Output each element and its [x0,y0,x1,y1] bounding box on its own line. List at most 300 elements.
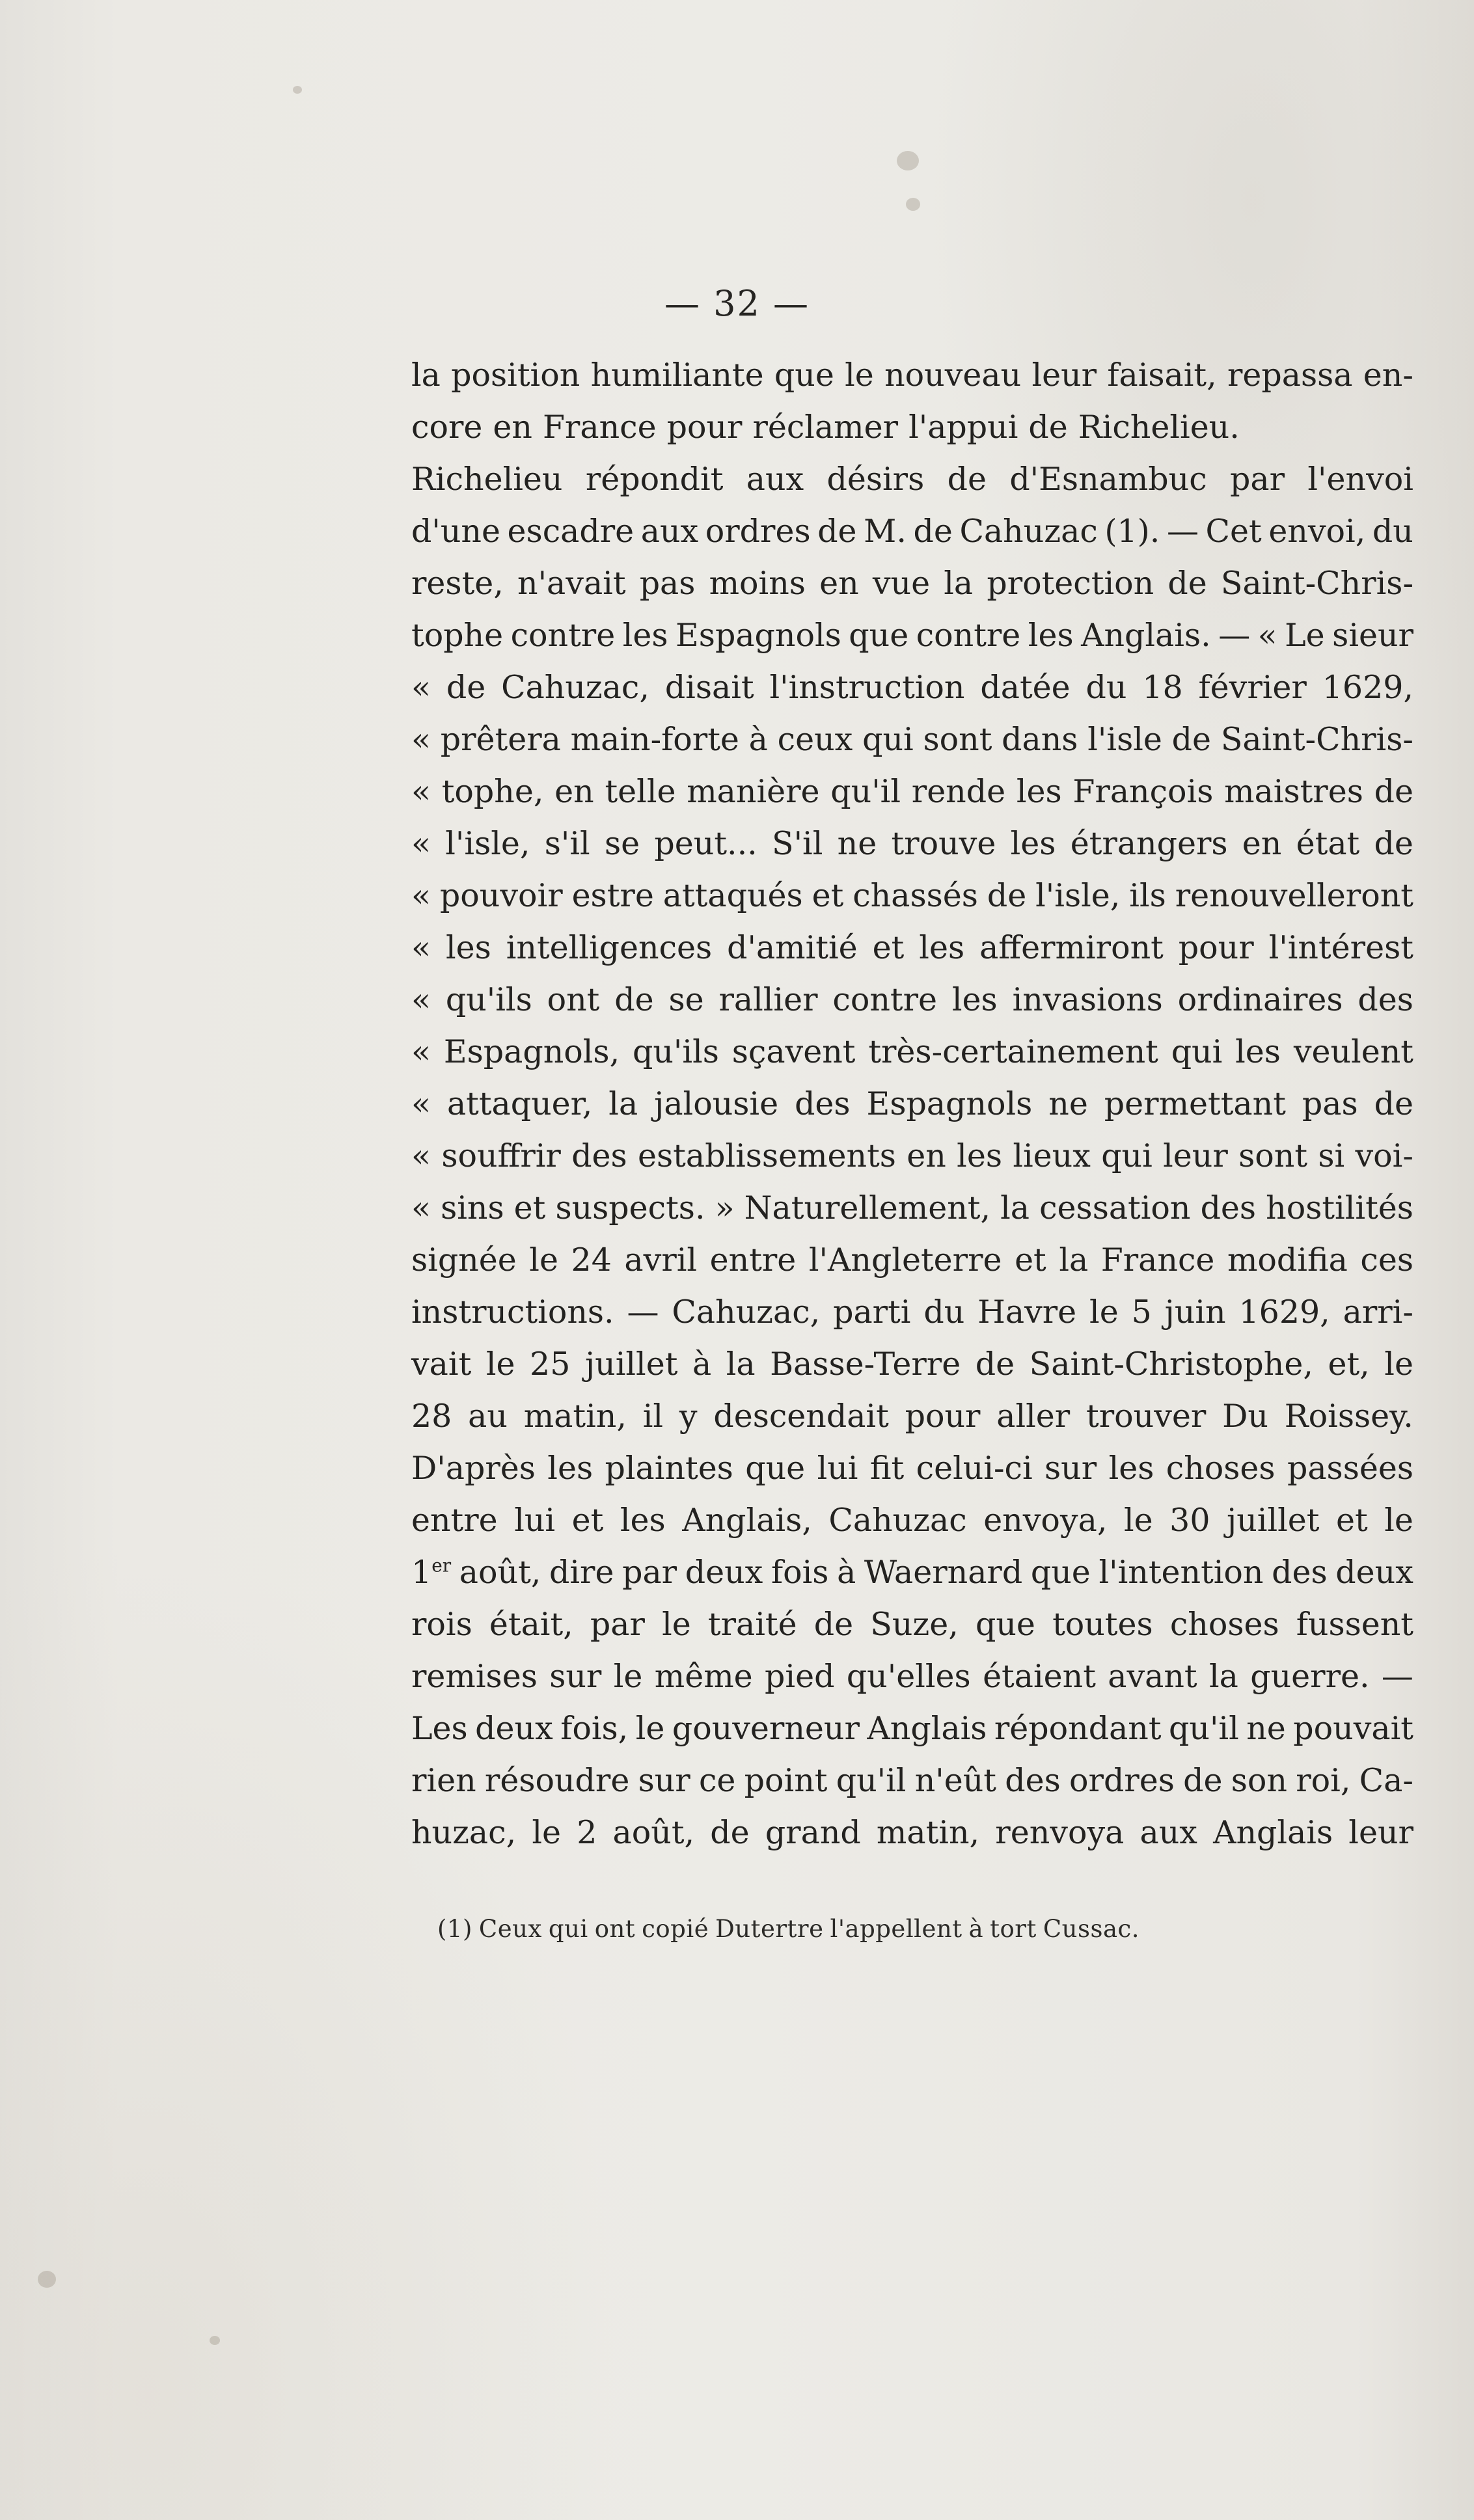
word: état [1296,825,1360,862]
word: repassa [1227,357,1353,394]
word: l'instruction [769,669,965,706]
word: entre [709,1241,797,1279]
foxing-spot [210,2336,220,2345]
word: en [493,409,532,446]
word: remises [411,1658,538,1695]
word: 1er [411,1554,452,1591]
word: pied [765,1658,835,1695]
word: Anglais. [1081,617,1211,654]
word: — [1166,513,1199,550]
word: pas [639,565,696,602]
word: roi, [1296,1762,1351,1799]
word: M. [864,513,907,550]
word: Saint-Chris- [1220,721,1413,758]
word: guerre. [1250,1658,1370,1695]
word: en [554,773,594,810]
word: ordres [1069,1762,1175,1799]
word: pour [905,1398,981,1435]
word: 18 [1142,669,1183,706]
text-line [411,558,1413,610]
word: du [1085,669,1127,706]
word: les [1016,773,1062,810]
footnote-word: (1) [437,1915,472,1943]
text-line [411,714,1413,766]
word: d'une [411,513,500,550]
foxing-spot [897,151,919,170]
word: la [411,357,441,394]
word: chassés [853,877,978,914]
word: leur [1031,357,1097,394]
word: qui [862,721,914,758]
word: l'isle, [1035,877,1121,914]
word: y [679,1398,698,1435]
word: se [668,981,704,1018]
word: dans [1002,721,1078,758]
word: résoudre [484,1762,630,1799]
word: France [542,409,657,446]
word: « [411,1033,431,1070]
word: hostilités [1266,1189,1413,1226]
text-line [411,1443,1413,1495]
word: en [1242,825,1282,862]
word: affermiront [979,929,1164,966]
footnote-word: Cussac. [1043,1915,1140,1943]
word: des [1005,1762,1061,1799]
text-line [411,1182,1413,1234]
word: qu'il [1169,1710,1239,1747]
word: d'amitié [727,929,858,966]
word: Anglais, [682,1502,812,1539]
word: l'isle [1087,721,1162,758]
word: les [620,1502,666,1539]
word: manière [687,773,820,810]
word: sur [638,1762,690,1799]
word: attaquer, [446,1085,593,1122]
word: Saint-Christophe, [1029,1346,1313,1383]
word: Anglais [1213,1814,1333,1851]
word: sur [549,1658,602,1695]
word: maistres [1224,773,1363,810]
word: des [1200,1189,1257,1226]
word: que [1030,1554,1091,1591]
word: des [795,1085,851,1122]
word: rien [411,1762,476,1799]
word: « [411,1189,431,1226]
word: toutes [1052,1606,1153,1643]
word: 24 [571,1241,612,1279]
word: fois, [560,1710,629,1747]
word: des [571,1137,627,1174]
word: main-forte [570,721,739,758]
word: juin [1164,1294,1226,1331]
word: l'envoi [1307,461,1413,498]
text-line [411,1599,1413,1651]
word: instructions. [411,1294,614,1331]
word: envoya, [983,1502,1108,1539]
word: trouver [1086,1398,1207,1435]
word: moins [709,565,806,602]
text-line [411,1286,1413,1338]
word: humiliante [590,357,764,394]
word: même [654,1658,753,1695]
word: de [947,461,987,498]
word: 1629, [1238,1294,1330,1331]
word: et [1015,1241,1046,1279]
word: prêtera [440,721,561,758]
word: qu'il [836,1762,907,1799]
word: de [1028,409,1068,446]
word: (1). [1104,513,1160,550]
word: Cahuzac, [501,669,649,706]
word: réclamer [752,409,899,446]
footnote-word: copié [642,1915,709,1943]
word: choses [1169,1606,1279,1643]
word: sur [1044,1450,1097,1487]
footnote-word: à [968,1915,984,1943]
word: Le [1285,617,1325,654]
word: pouvait [1293,1710,1413,1747]
word: d'Esnambuc [1009,461,1207,498]
word: « [411,669,431,706]
word: en [819,565,859,602]
word: traité [707,1606,797,1643]
word: grand [765,1814,861,1851]
word: vait [411,1346,472,1383]
word: juillet [584,1346,678,1383]
word: très-certainement [868,1033,1158,1070]
word: les [622,617,668,654]
word: la [726,1346,756,1383]
word: que [745,1450,806,1487]
word: de [913,513,953,550]
word: 28 [411,1398,452,1435]
word: lieux [1013,1137,1091,1174]
word: de [710,1814,750,1851]
word: entre [411,1502,498,1539]
word: de [813,1606,854,1643]
word: qu'elles [846,1658,971,1695]
word: « [411,1085,431,1122]
word: qui [1101,1137,1153,1174]
word: s'il [544,825,590,862]
word: sont [923,721,992,758]
word: était, [489,1606,573,1643]
word: il [642,1398,664,1435]
word: et [513,1189,546,1226]
word: se [604,825,640,862]
word: ceux [777,721,853,758]
word: rende [911,773,1006,810]
text-line [411,1338,1413,1390]
word: faisait, [1107,357,1217,394]
word: le [845,357,874,394]
text-line [411,1234,1413,1286]
word: matin, [876,1814,980,1851]
word: étaient [983,1658,1096,1695]
word: désirs [826,461,925,498]
word: ordinaires [1177,981,1343,1018]
word: aux [746,461,804,498]
word: et [1336,1502,1368,1539]
word: du [1372,513,1413,550]
word: le [662,1606,691,1643]
word: le [1384,1346,1413,1383]
word: S'il [772,825,823,862]
word: et [571,1502,604,1539]
word: le [1089,1294,1119,1331]
word: Saint-Chris- [1220,565,1413,602]
word: sont [1238,1137,1308,1174]
word: Espagnols [866,1085,1033,1122]
word: trouve [891,825,996,862]
word: renvoya [995,1814,1125,1851]
word: le [635,1710,665,1747]
footnote-word: Dutertre [715,1915,824,1943]
word: modifia [1227,1241,1348,1279]
word: 25 [530,1346,571,1383]
word: reste, [411,565,504,602]
word: Richelieu. [1078,409,1240,446]
word: aux [640,513,699,550]
word: Du [1222,1398,1268,1435]
word: Naturellement, [744,1189,991,1226]
word: establissements [638,1137,896,1174]
text-line [411,1390,1413,1443]
footnote-word: Ceux [478,1915,542,1943]
text-line [411,401,1413,454]
word: attaqués [662,877,803,914]
word: le [485,1346,515,1383]
word: deux [685,1554,763,1591]
word: leur [1163,1137,1228,1174]
word: fois [771,1554,829,1591]
word: août, [459,1554,541,1591]
word: à [692,1346,712,1383]
word: le [529,1241,558,1279]
word: ne [1048,1085,1088,1122]
word: de [1171,721,1212,758]
word: lui [817,1450,858,1487]
word: matin, [523,1398,627,1435]
word: et [812,877,844,914]
word: escadre [507,513,635,550]
footnote-word: l'appellent [830,1915,962,1943]
word: peut... [654,825,757,862]
word: 5 [1131,1294,1152,1331]
word: Basse-Terre [770,1346,961,1383]
word: leur [1348,1814,1413,1851]
word: cessation [1039,1189,1191,1226]
word: rallier [718,981,818,1018]
text-line [411,974,1413,1026]
text-line [411,1130,1413,1182]
word: Anglais [867,1710,987,1747]
word: et [872,929,905,966]
word: qu'ils [445,981,532,1018]
text-line [411,1807,1413,1859]
word: le [1123,1502,1153,1539]
word: tophe, [441,773,544,810]
word: plaintes [605,1450,733,1487]
text-line [411,870,1413,922]
word: 1629, [1322,669,1413,706]
foxing-spot [906,198,920,211]
word: Espagnols [676,617,841,654]
word: datée [980,669,1071,706]
word: du [923,1294,965,1331]
word: invasions [1012,981,1163,1018]
word: de [1374,825,1413,862]
word: Cahuzac [828,1502,967,1539]
foxing-spot [38,2271,56,2288]
word: Cahuzac, [672,1294,821,1331]
word: tophe [411,617,504,654]
word: Espagnols, [443,1033,620,1070]
word: François [1072,773,1214,810]
word: l'Angleterre [808,1241,1002,1279]
word: « [411,877,431,914]
word: de [1183,1762,1223,1799]
word: celui-ci [916,1450,1033,1487]
footnote-word: tort [990,1915,1037,1943]
word: n'eût [914,1762,996,1799]
word: par [1230,461,1285,498]
word: avant [1108,1658,1197,1695]
word: l'isle, [445,825,530,862]
text-line [411,1495,1413,1547]
word: les [1010,825,1056,862]
word: ces [1360,1241,1413,1279]
word: disait [664,669,754,706]
word: qu'il [830,773,901,810]
word: Les [411,1710,468,1747]
word: estre [571,877,654,914]
word: la [1208,1658,1238,1695]
word: deux [475,1710,553,1747]
word: Suze, [870,1606,959,1643]
word: Ca- [1359,1762,1413,1799]
word: des [1272,1554,1328,1591]
word: ordres [705,513,811,550]
word: pouvoir [439,877,563,914]
word: ne [837,825,877,862]
word: aller [996,1398,1071,1435]
word: aux [1140,1814,1197,1851]
word: juillet [1227,1502,1320,1539]
word: la [944,565,974,602]
word: qui [1171,1033,1223,1070]
word: de [975,1346,1015,1383]
word: pas [1302,1085,1358,1122]
word: la [1059,1241,1089,1279]
footnote-word: qui [548,1915,588,1943]
word: l'appui [908,409,1018,446]
word: sieur [1332,617,1413,654]
word: envoi, [1268,513,1366,550]
word: contre [916,617,1021,654]
word: Cahuzac [959,513,1098,550]
word: de [1167,565,1207,602]
word: descendait [713,1398,889,1435]
word: et, [1328,1346,1370,1383]
word: position [451,357,580,394]
word: renouvelleront [1175,877,1413,914]
page-number: — 32 — [664,283,810,324]
word: souffrir [441,1137,561,1174]
word: répondant [994,1710,1162,1747]
word: nouveau [884,357,1022,394]
text-line [411,1651,1413,1703]
word: les [1108,1450,1154,1487]
word: signée [411,1241,517,1279]
word: avril [624,1241,698,1279]
word: sins [441,1189,504,1226]
word: parti [833,1294,911,1331]
word: Richelieu [411,461,563,498]
text-line [411,1703,1413,1755]
word: en- [1363,357,1413,394]
word: le [532,1814,562,1851]
word: qu'ils [633,1033,719,1070]
word: par [590,1606,645,1643]
footnote [437,1913,1146,1945]
word: ce [698,1762,736,1799]
word: 2 [577,1814,597,1851]
text-line [411,1026,1413,1078]
word: « [411,825,431,862]
word: deux [1335,1554,1413,1591]
word: D'après [411,1450,536,1487]
word: au [468,1398,508,1435]
word: gouverneur [672,1710,860,1747]
word: « [411,721,431,758]
word: point [744,1762,828,1799]
word: — [1381,1658,1413,1695]
word: suspects. [555,1189,705,1226]
word: les [1235,1033,1281,1070]
word: que [849,617,909,654]
word: les [445,929,491,966]
text-line [411,1078,1413,1130]
word: Cet [1205,513,1262,550]
word: contre [832,981,938,1018]
word: l'intention [1099,1554,1264,1591]
word: veulent [1293,1033,1413,1070]
word: l'intérest [1268,929,1413,966]
word: que [774,357,834,394]
word: protection [987,565,1154,602]
word: la [608,1085,638,1122]
footnote-word: ont [594,1915,636,1943]
text-line [411,818,1413,870]
word: fussent [1296,1606,1413,1643]
word: pour [666,409,743,446]
word: pour [1178,929,1254,966]
word: sçavent [731,1033,856,1070]
word: que [975,1606,1035,1643]
word: contre [510,617,616,654]
word: « [1257,617,1277,654]
word: ils [1129,877,1166,914]
word: de [987,877,1027,914]
word: rois [411,1606,472,1643]
word: février [1198,669,1307,706]
word: « [411,1137,431,1174]
word: les [951,981,998,1018]
word: ont [547,981,600,1018]
text-line [411,922,1413,974]
word: de [446,669,486,706]
